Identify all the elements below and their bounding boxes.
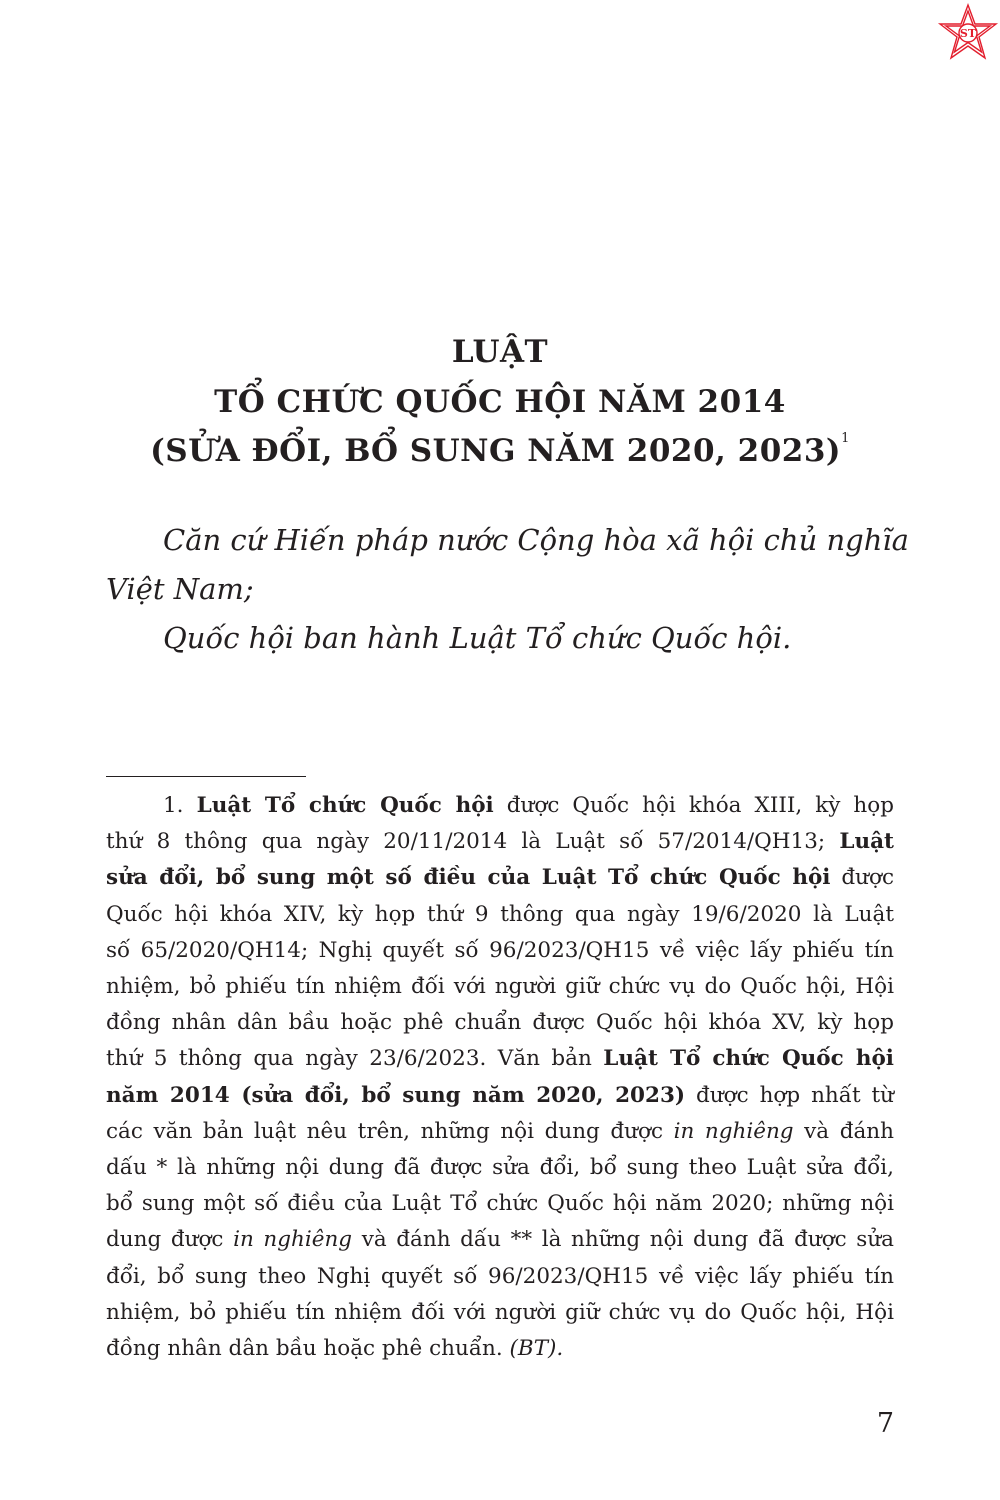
footnote-line — [106, 1262, 894, 1292]
footnote-text: thứ 5 thông qua ngày 23/6/2023. Văn bản — [106, 1046, 604, 1072]
footnote-text: đồng nhân dân bầu hoặc phê chuẩn. — [106, 1336, 510, 1361]
footnote-text: số 65/2020/QH14; Nghị quyết số 96/2023/QH15 về việc lấy phiếu tín — [106, 937, 894, 963]
footnote-italic-text: in nghiêng — [673, 1118, 794, 1144]
footnote-ref: 1 — [841, 431, 850, 446]
footnote-text: dấu * là những nội dung đã được sửa đổi, bổ sung theo Luật sửa đổi, — [106, 1155, 894, 1180]
footnote-line — [106, 1008, 894, 1038]
footnote-line — [106, 1117, 894, 1147]
footnote-line — [106, 1189, 894, 1219]
footnote-text: nhiệm, bỏ phiếu tín nhiệm đối với người giữ chức vụ do Quốc hội, Hội — [106, 974, 894, 999]
footnote-text: và đánh dấu ** là những nội dung đã được sửa — [352, 1227, 895, 1253]
footnote-text: được — [830, 865, 894, 891]
law-title-amendment-text: (SỬA ĐỔI, BỔ SUNG NĂM 2020, 2023) — [150, 433, 842, 469]
law-title-name: TỔ CHỨC QUỐC HỘI NĂM 2014 — [214, 384, 786, 420]
footnote-text: đồng nhân dân bầu hoặc phê chuẩn được Quốc hội khóa XV, kỳ họp — [106, 1010, 894, 1036]
footnote-line — [106, 1153, 894, 1183]
footnote-text: và đánh — [793, 1118, 894, 1144]
preamble-line-1: Căn cứ Hiến pháp nước Cộng hòa xã hội chủ nghĩa — [163, 523, 909, 557]
footnote-text: 1. — [163, 793, 197, 818]
footnote-line — [106, 936, 894, 966]
footnote-line — [106, 1334, 894, 1364]
footnote-text: được Quốc hội khóa XIII, kỳ họp — [493, 793, 894, 818]
footnote-text: thứ 8 thông qua ngày 20/11/2014 là Luật số 57/2014/QH13; — [106, 829, 840, 855]
footnote-line — [106, 1044, 894, 1074]
law-title-amendment — [0, 433, 1000, 469]
publisher-logo — [936, 2, 1000, 62]
footnote-bold-text: năm 2014 (sửa đổi, bổ sung năm 2020, 2023) — [106, 1082, 686, 1108]
svg-text:ST: ST — [959, 27, 977, 40]
footnote-italic-text: (BT). — [509, 1336, 564, 1361]
footnote-line — [106, 1225, 894, 1255]
footnote-text: Quốc hội khóa XIV, kỳ họp thứ 9 thông qua ngày 19/6/2020 là Luật — [106, 901, 894, 927]
footnote-bold-text: Luật Tổ chức Quốc hội — [196, 793, 494, 818]
footnote-line — [106, 863, 894, 893]
footnote-line — [163, 791, 894, 821]
footnote-italic-text: in nghiêng — [233, 1227, 353, 1253]
footnote-text: nhiệm, bỏ phiếu tín nhiệm đối với người giữ chức vụ do Quốc hội, Hội — [106, 1299, 894, 1325]
footnote-text: các văn bản luật nêu trên, những nội dung được — [106, 1118, 674, 1144]
footnote-line — [106, 900, 894, 930]
footnote-line — [106, 1081, 894, 1111]
footnote-bold-text: sửa đổi, bổ sung một số điều của Luật Tổ chức Quốc hội — [106, 865, 831, 891]
footnote-text: bổ sung một số điều của Luật Tổ chức Quốc hội năm 2020; những nội — [106, 1191, 894, 1217]
preamble-line-3: Quốc hội ban hành Luật Tổ chức Quốc hội. — [163, 621, 792, 655]
footnote-line — [106, 972, 894, 1002]
law-title-label: LUẬT — [451, 334, 549, 370]
star-logo-icon — [936, 2, 1000, 62]
footnote-line — [106, 827, 894, 857]
footnote-bold-text: Luật Tổ chức Quốc hội — [603, 1046, 894, 1072]
footnote-text: được hợp nhất từ — [685, 1082, 895, 1108]
preamble-line-2: Việt Nam; — [106, 572, 254, 606]
page-number: 7 — [876, 1408, 894, 1439]
footnote-line — [106, 1298, 894, 1328]
footnote-divider — [106, 776, 306, 777]
footnote-text: dung được — [106, 1227, 234, 1253]
footnote-text: đổi, bổ sung theo Nghị quyết số 96/2023/QH15 về việc lấy phiếu tín — [106, 1263, 894, 1289]
footnote-bold-text: Luật — [839, 829, 894, 855]
